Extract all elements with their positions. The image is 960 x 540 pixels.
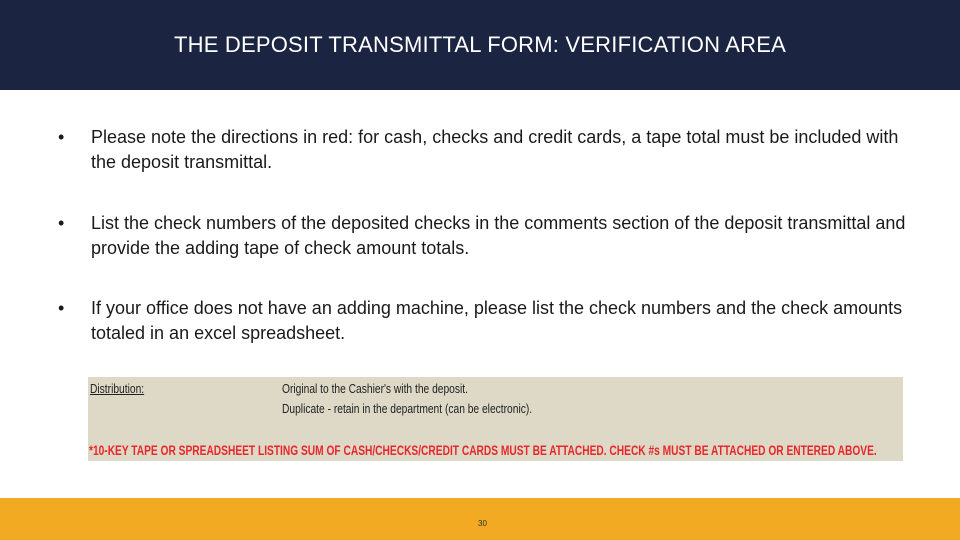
form-excerpt-image: [88, 377, 903, 461]
bullet-item: [56, 211, 906, 261]
distribution-duplicate-text: Duplicate - retain in the department (can be electronic).: [282, 402, 533, 416]
bullet-text: If your office does not have an adding machine, please list the check numbers and the check amounts totaled in an excel spreadsheet.: [91, 298, 903, 343]
slide-title: THE DEPOSIT TRANSMITTAL FORM: VERIFICATION AREA: [173, 32, 787, 57]
bullet-item: [56, 296, 906, 346]
footer-bar: [0, 498, 960, 540]
bullet-text: List the check numbers of the deposited checks in the comments section of the deposit transmittal and provide the adding tape of check amount totals.: [91, 213, 906, 258]
distribution-label: Distribution:: [90, 382, 145, 396]
distribution-original-text: Original to the Cashier's with the deposit.: [282, 382, 468, 396]
bullet-item: [56, 125, 906, 175]
title-bar: [0, 0, 960, 90]
page-number: 30: [478, 519, 487, 528]
bullet-marker: •: [58, 213, 65, 233]
bullet-marker: •: [58, 127, 65, 147]
bullet-marker: •: [58, 298, 65, 318]
attachment-warning: *10-KEY TAPE OR SPREADSHEET LISTING SUM OF CASH/CHECKS/CREDIT CARDS MUST BE ATTACHED. CHECK #s MUST BE ATTACHED OR ENTERED ABOVE.: [89, 443, 877, 458]
bullet-text: Please note the directions in red: for cash, checks and credit cards, a tape total must be included with the deposit transmittal.: [91, 127, 899, 172]
